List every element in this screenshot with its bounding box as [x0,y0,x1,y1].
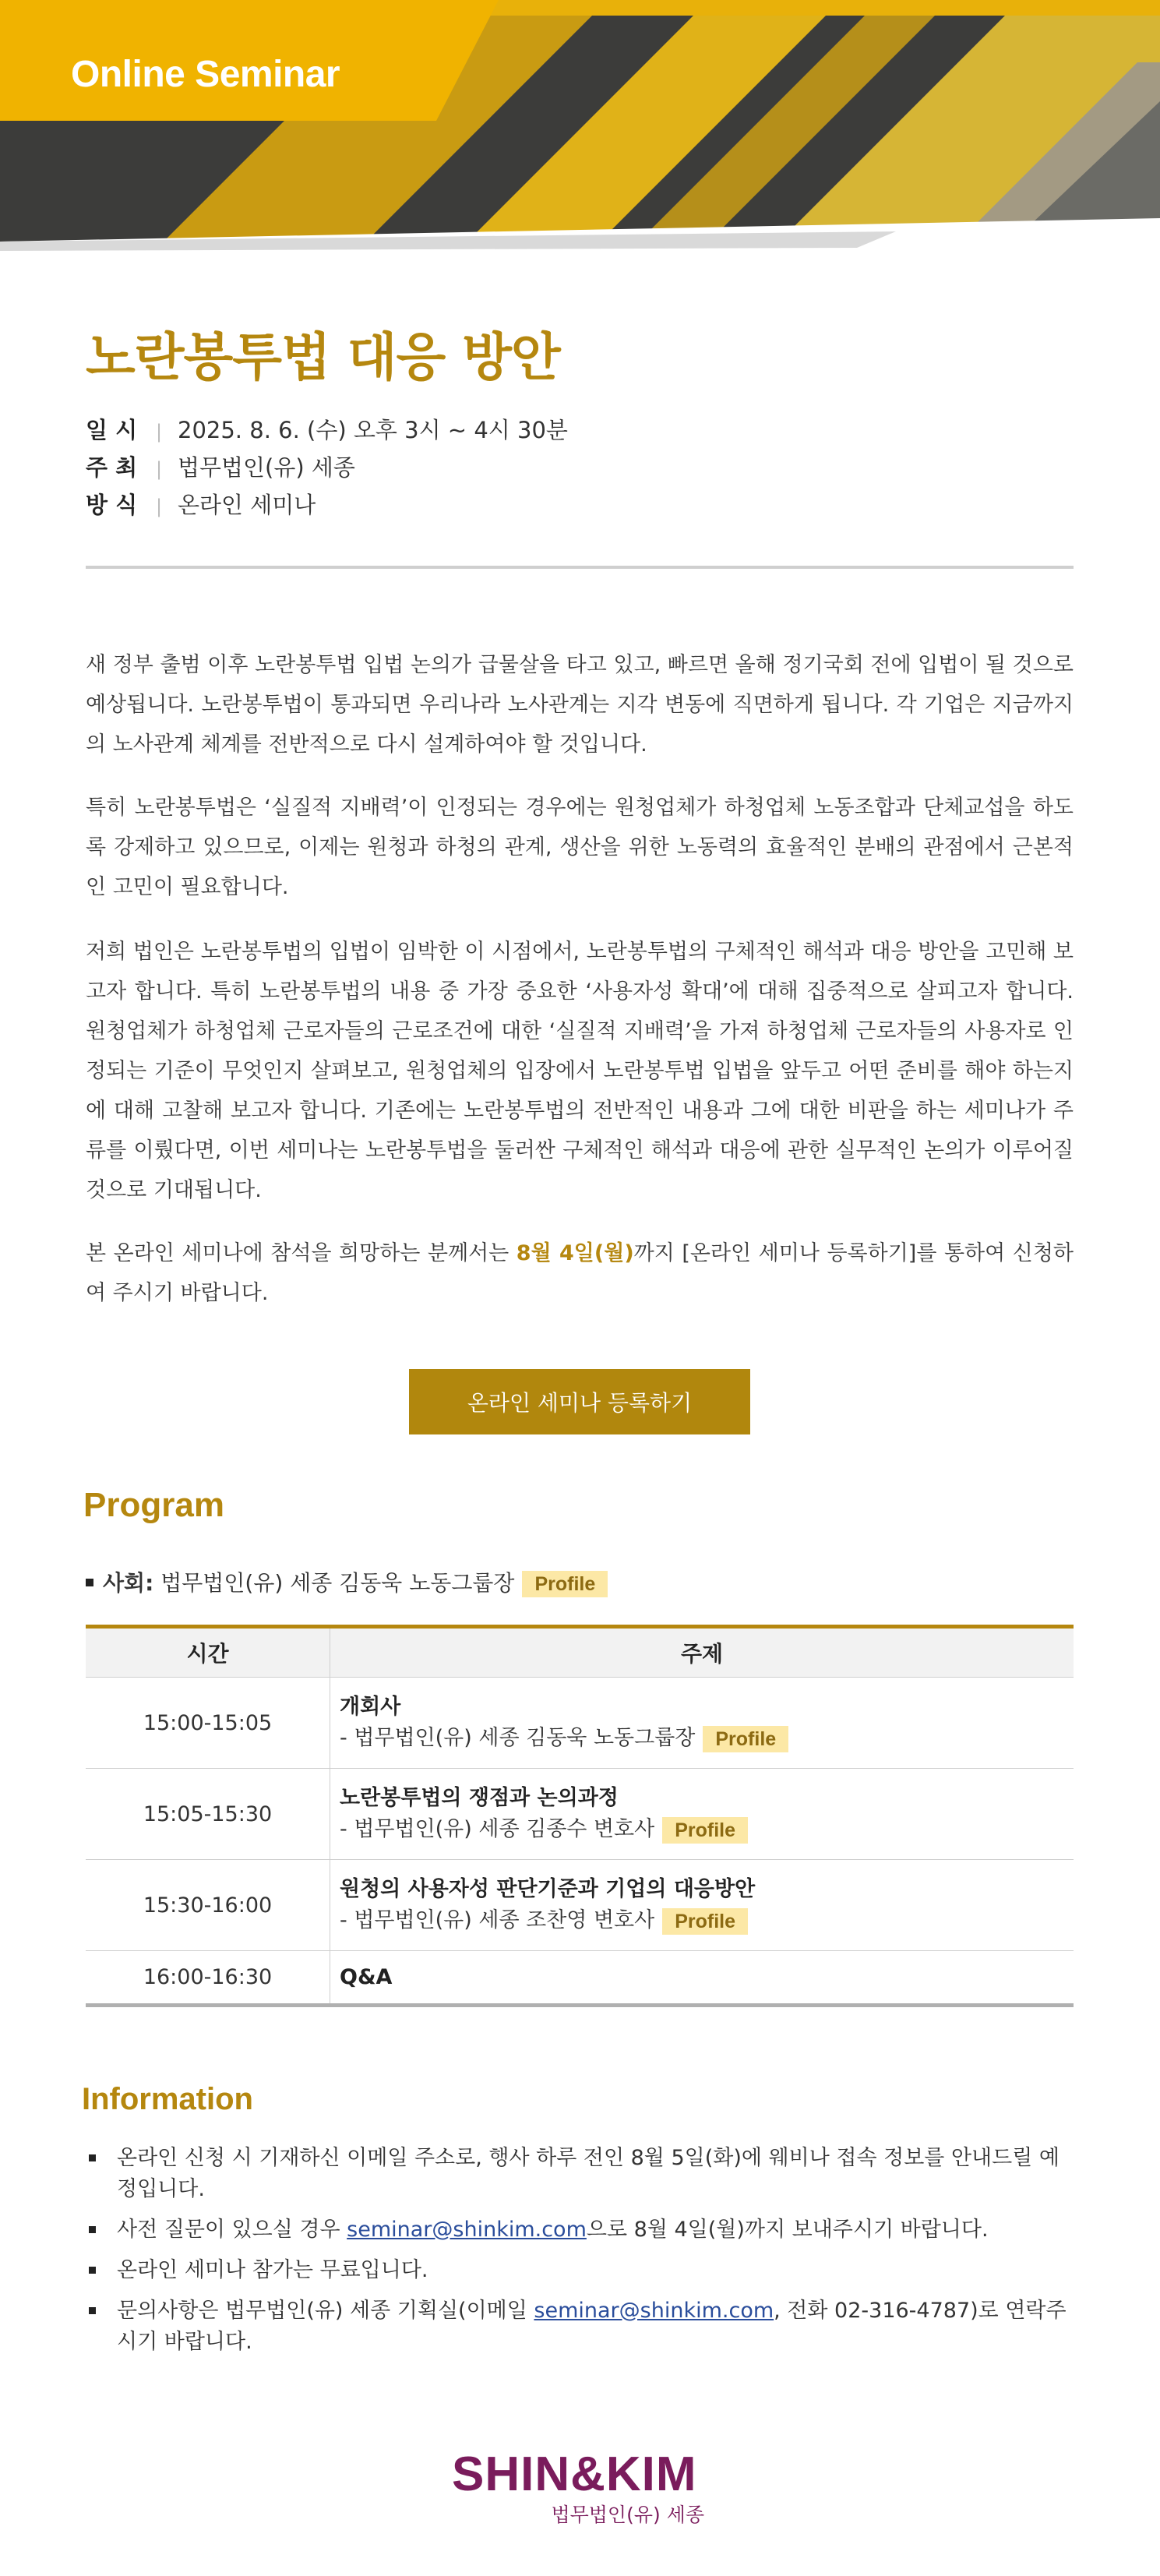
topic-speaker: - 법무법인(유) 세종 김종수 변호사 [340,1817,655,1841]
topic-speaker: - 법무법인(유) 세종 조찬영 변호사 [340,1908,655,1932]
intro-paragraph-3: 저희 법인은 노란봉투법의 입법이 임박한 이 시점에서, 노란봉투법의 구체적인 해석과 대응 방안을 고민해 보고자 합니다. 특히 노란봉투법의 내용 중 가장 중요한 ‘사용자성 확대’에 대해 집중적으로 살피고자 합니다. 원청업체가 하청업체 근로자들의 근로조건에 대한 ‘실질적 지배력’을 가져 하청업체 근로자들의 사용자로 인정되는 기준이 무엇인지 살펴보고, 원청업체의 입장에서 노란봉투법 입법을 앞두고 어떤 준비를 해야 하는지에 대해 고찰해 보고자 합니다. 기존에는 노란봉투법의 전반적인 내용과 그에 대한 비판을 하는 세미나가 주류를 이뤘다면, 이번 세미나는 노란봉투법을 둘러싼 구체적인 해석과 대응에 관한 실무적인 논의가 이루어질 것으로 기대됩니다. [86,940,1074,1202]
info-text: 온라인 신청 시 기재하신 이메일 주소로, 행사 하루 전인 8월 5일(화)에 웨비나 접속 정보를 안내드릴 예정입니다. [117,2146,1060,2201]
info-text: 사전 질문이 있으실 경우 [117,2218,347,2242]
list-item [86,2295,1074,2358]
information-list [86,2143,1074,2367]
intro-p4-text: 본 온라인 세미나에 참석을 희망하는 분께서는 [86,1241,517,1265]
meta-label: 주 최 [86,454,138,481]
register-button[interactable]: 온라인 세미나 등록하기 [409,1369,750,1434]
topic-title: 노란봉투법의 쟁점과 논의과정 [340,1786,619,1810]
table-row [86,1951,1074,2006]
meta-label: 일 시 [86,417,138,443]
info-text: , 전화 02-316-4787)로 연락주시기 바랍니다. [117,2299,1067,2354]
table-row [86,1678,1074,1769]
profile-badge[interactable]: Profile [662,1817,748,1844]
meta-row-host [86,450,355,485]
list-item [86,2255,1074,2286]
program-table [86,1625,1074,2007]
row-topic [330,1951,1074,2006]
row-topic [330,1678,1074,1769]
intro-paragraph-1: 새 정부 출범 이후 노란봉투법 입법 논의가 급물살을 타고 있고, 빠르면 올해 정기국회 전에 입법이 될 것으로 예상됩니다. 노란봉투법이 통과되면 우리나라 노사관계는 지각 변동에 직면하게 됩니다. 각 기업은 지금까지의 노사관계 체계를 전반적으로 다시 설계하여야 할 것입니다. [86,653,1074,757]
row-time: 15:00-15:05 [86,1678,330,1769]
section-divider [86,566,1074,569]
program-host [86,1566,608,1597]
bullet-icon [89,2154,96,2161]
table-row [86,1769,1074,1860]
column-header-time: 시간 [86,1627,330,1678]
info-text: 으로 8월 4일(월)까지 보내주시기 바랍니다. [586,2218,989,2242]
bullet-icon [89,2307,96,2314]
row-topic [330,1860,1074,1951]
meta-row-date [86,413,568,447]
meta-separator: | [156,421,163,443]
topic-title: 개회사 [340,1695,401,1719]
intro-p4-text: 까지 [온라인 세미나 등록하기]를 통하여 신청하여 주시기 바랍니다. [86,1241,1074,1305]
banner-graphic [0,0,1160,257]
row-time: 15:30-16:00 [86,1860,330,1951]
profile-badge[interactable]: Profile [703,1726,788,1752]
row-topic [330,1769,1074,1860]
meta-separator: | [156,458,163,480]
meta-label: 방 식 [86,492,138,518]
bullet-icon [89,2267,96,2274]
topic-speaker: - 법무법인(유) 세종 김동욱 노동그룹장 [340,1726,696,1750]
shin-kim-logo [452,2447,709,2525]
host-value: 법무법인(유) 세종 김동욱 노동그룹장 [160,1570,515,1596]
profile-badge[interactable]: Profile [662,1908,748,1935]
row-time: 16:00-16:30 [86,1951,330,2006]
information-heading: Information [82,2082,253,2116]
bullet-icon [89,2226,96,2233]
profile-badge[interactable]: Profile [522,1571,608,1597]
column-header-topic: 주제 [330,1627,1074,1678]
host-label: 사회: [103,1570,154,1596]
list-item [86,2143,1074,2205]
info-text: 온라인 세미나 참가는 무료입니다. [117,2258,428,2282]
intro-paragraph-2: 특히 노란봉투법은 ‘실질적 지배력’이 인정되는 경우에는 원청업체가 하청업체 노동조합과 단체교섭을 하도록 강제하고 있으므로, 이제는 원청과 하청의 관계, 생산을 위한 노동력의 효율적인 분배의 관점에서 근본적인 고민이 필요합니다. [86,796,1074,899]
meta-row-method [86,488,316,522]
row-time: 15:05-15:30 [86,1769,330,1860]
info-text: 문의사항은 법무법인(유) 세종 기획실(이메일 [117,2299,534,2323]
page-title: 노란봉투법 대응 방안 [86,327,560,387]
deadline-highlight: 8월 4일(월) [516,1241,634,1265]
banner-label: Online Seminar [71,54,340,95]
meta-value: 법무법인(유) 세종 [178,454,355,481]
meta-value: 2025. 8. 6. (수) 오후 3시 ~ 4시 30분 [178,417,568,443]
header-banner [0,0,1160,257]
logo-subtitle: 법무법인(유) 세종 [551,2504,704,2526]
intro-paragraph-4 [86,1233,1074,1313]
meta-separator: | [156,496,163,517]
list-item [86,2214,1074,2246]
topic-title: 원청의 사용자성 판단기준과 기업의 대응방안 [340,1877,756,1901]
topic-title: Q&A [340,1964,393,1989]
table-row [86,1860,1074,1951]
bullet-icon [86,1579,93,1586]
program-heading: Program [83,1486,224,1524]
meta-value: 온라인 세미나 [178,492,316,518]
email-link[interactable]: seminar@shinkim.com [534,2299,774,2323]
logo-wordmark: SHIN&KIM [452,2447,697,2501]
table-header-row [86,1627,1074,1678]
email-link[interactable]: seminar@shinkim.com [347,2218,587,2242]
